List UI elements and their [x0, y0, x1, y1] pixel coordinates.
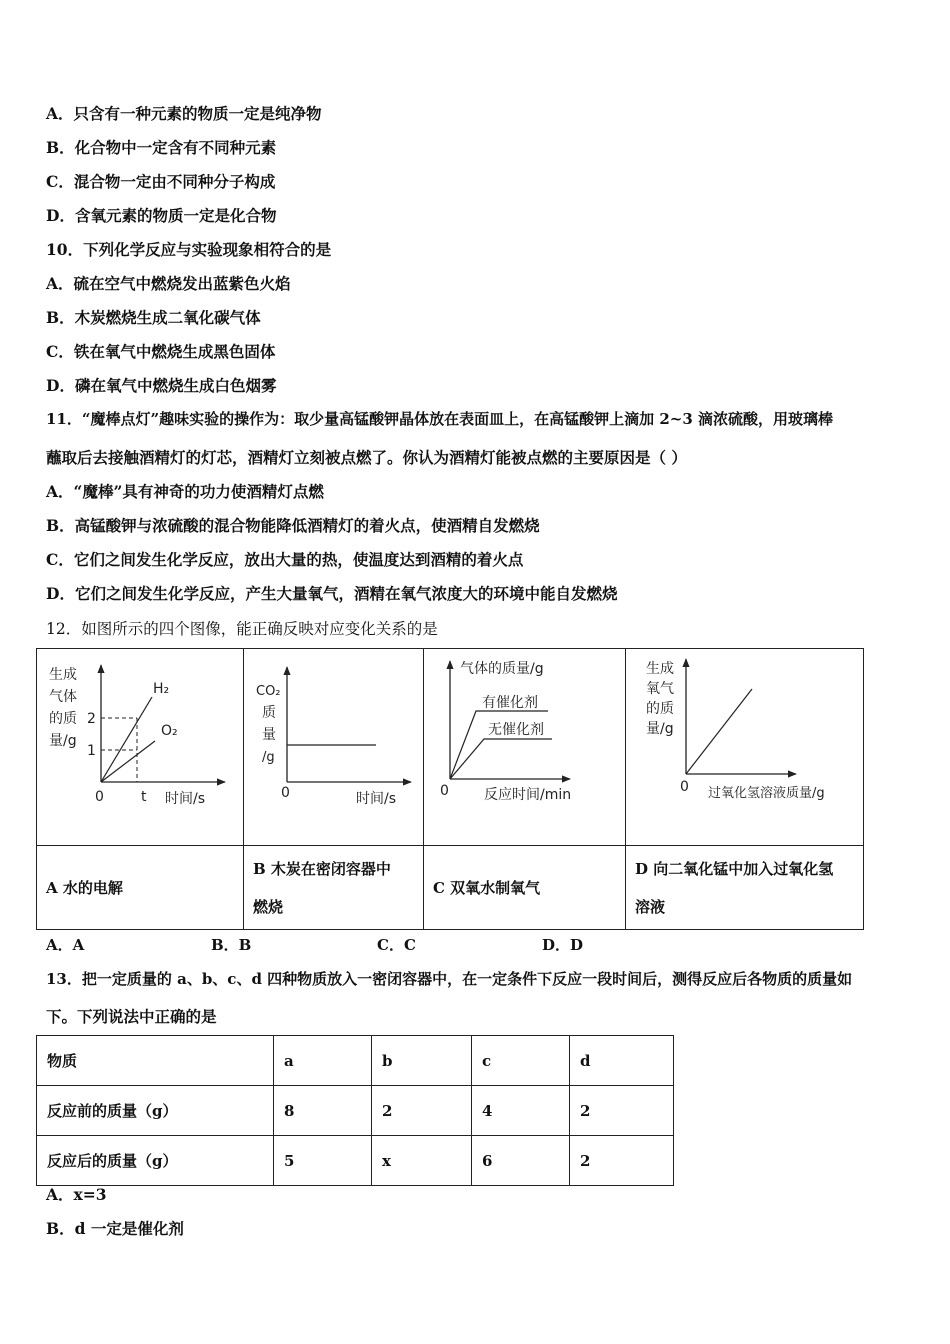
caption-a [37, 846, 244, 930]
row-before-a: 8 [274, 1086, 372, 1136]
graph-d-origin: 0 [680, 779, 689, 795]
q12-answer-d: D．D [542, 936, 584, 954]
graph-c-no-cat-label: 无催化剂 [488, 722, 544, 738]
caption-b [244, 846, 424, 930]
header-cell-b: b [372, 1036, 472, 1086]
graph-a-ylabel-2: 气体 [49, 689, 77, 705]
caption-d-line1: D 向二氧化锰中加入过氧化氢 [635, 859, 834, 878]
q13-option-b: B．d 一定是催化剂 [46, 1219, 184, 1238]
graph-d-ylabel-4: 量/g [646, 721, 674, 737]
graph-d-o2-line [686, 689, 752, 774]
row-after-a: 5 [274, 1136, 372, 1186]
table-header-row [37, 1036, 674, 1086]
row-before-c: 4 [472, 1086, 570, 1136]
q10-option-d: D．磷在氧气中燃烧生成白色烟雾 [46, 376, 277, 395]
q11-option-c: C．它们之间发生化学反应，放出大量的热，使温度达到酒精的着火点 [46, 550, 524, 569]
row-after-d: 2 [570, 1136, 674, 1186]
caption-b-line2: 燃烧 [253, 897, 284, 916]
graph-a-h2-line [101, 697, 152, 782]
graph-c-ylabel: 气体的质量/g [460, 661, 544, 677]
graph-d-ylabel-1: 生成 [646, 661, 674, 677]
graph-a [37, 649, 244, 845]
header-cell-d: d [570, 1036, 674, 1086]
q13-option-a: A．x=3 [46, 1185, 107, 1204]
graph-b [244, 649, 424, 845]
header-cell-c: c [472, 1036, 570, 1086]
caption-c [424, 846, 626, 930]
q11-stem-line2: 蘸取后去接触酒精灯的灯芯，酒精灯立刻被点燃了。你认为酒精灯能被点燃的主要原因是（ ） [46, 448, 687, 467]
graph-b-ylabel-2: 质 [262, 705, 276, 721]
graph-a-t-label: t [141, 789, 147, 805]
graph-a-ylabel-4: 量/g [49, 733, 77, 749]
q13-stem-line1: 13．把一定质量的 a、b、c、d 四种物质放入一密闭容器中，在一定条件下反应一段时间后，测得反应后各物质的质量如 [46, 970, 853, 988]
q11-option-d: D．它们之间发生化学反应，产生大量氧气，酒精在氧气浓度大的环境中能自发燃烧 [46, 584, 618, 603]
table-row [37, 1086, 674, 1136]
header-cell-a: a [274, 1036, 372, 1086]
q12-stem: 12．如图所示的四个图像，能正确反映对应变化关系的是 [46, 620, 438, 638]
graph-c-no-cat-line [450, 739, 552, 779]
graph-d-ylabel-3: 的质 [646, 701, 674, 717]
graph-a-ylabel-3: 的质 [49, 711, 77, 727]
q10-option-a: A．硫在空气中燃烧发出蓝紫色火焰 [46, 274, 291, 293]
caption-d [626, 846, 864, 930]
row-before-d: 2 [570, 1086, 674, 1136]
caption-c-text: C 双氧水制氧气 [433, 878, 541, 897]
row-before-label: 反应前的质量（g） [37, 1086, 274, 1136]
graph-c [424, 649, 626, 845]
header-cell-substance: 物质 [37, 1036, 274, 1086]
graph-a-ylabel-1: 生成 [49, 667, 77, 683]
row-before-b: 2 [372, 1086, 472, 1136]
graph-cell-a [37, 649, 244, 846]
q9-option-d: D．含氧元素的物质一定是化合物 [46, 206, 277, 225]
graph-a-o2-line [101, 741, 155, 782]
graph-cell-b [244, 649, 424, 846]
q11-stem-line1: 11．“魔棒点灯”趣味实验的操作为：取少量高锰酸钾晶体放在表面皿上，在高锰酸钾上滴加 2~3 滴浓硫酸，用玻璃棒 [46, 410, 834, 428]
graph-a-tick-2: 2 [87, 711, 96, 727]
q11-option-b: B．高锰酸钾与浓硫酸的混合物能降低酒精灯的着火点，使酒精自发燃烧 [46, 516, 540, 535]
q12-answer-b: B．B [211, 936, 252, 954]
q13-mass-table [36, 1035, 674, 1186]
graph-b-ylabel-4: /g [262, 750, 275, 765]
graph-a-h2-label: H₂ [153, 681, 170, 697]
q9-option-a: A．只含有一种元素的物质一定是纯净物 [46, 104, 322, 123]
q10-option-b: B．木炭燃烧生成二氧化碳气体 [46, 308, 261, 327]
graph-cell-d [626, 649, 864, 846]
caption-d-line2: 溶液 [635, 897, 666, 916]
q12-graph-table [36, 648, 864, 930]
caption-a-text: A 水的电解 [46, 878, 123, 897]
graph-a-o2-label: O₂ [161, 723, 178, 739]
q11-option-a: A．“魔棒”具有神奇的功力使酒精灯点燃 [46, 482, 324, 501]
q12-answer-a: A．A [46, 936, 85, 954]
graph-cell-c [424, 649, 626, 846]
q10-stem: 10．下列化学反应与实验现象相符合的是 [46, 240, 332, 259]
graph-a-tick-1: 1 [87, 743, 96, 759]
graph-b-origin: 0 [281, 785, 290, 801]
graph-d-xlabel: 过氧化氢溶液质量/g [708, 786, 825, 801]
q12-answer-c: C．C [377, 936, 416, 954]
graph-d [626, 649, 864, 845]
row-after-c: 6 [472, 1136, 570, 1186]
graph-b-ylabel-1: CO₂ [256, 684, 281, 699]
graph-c-with-cat-label: 有催化剂 [482, 695, 538, 711]
graph-a-xlabel: 时间/s [165, 791, 206, 807]
row-after-label: 反应后的质量（g） [37, 1136, 274, 1186]
graph-c-xlabel: 反应时间/min [484, 787, 572, 803]
graph-b-ylabel-3: 量 [262, 727, 276, 743]
table-row [37, 1136, 674, 1186]
caption-b-line1: B 木炭在密闭容器中 [253, 859, 391, 878]
q13-stem-line2: 下。下列说法中正确的是 [46, 1007, 217, 1026]
graph-b-xlabel: 时间/s [356, 791, 397, 807]
q9-option-c: C．混合物一定由不同种分子构成 [46, 172, 276, 191]
graph-d-ylabel-2: 氧气 [646, 681, 674, 697]
q10-option-c: C．铁在氧气中燃烧生成黑色固体 [46, 342, 276, 361]
q9-option-b: B．化合物中一定含有不同种元素 [46, 138, 277, 157]
graph-c-origin: 0 [440, 783, 449, 799]
graph-a-origin: 0 [95, 789, 104, 805]
row-after-b: x [372, 1136, 472, 1186]
